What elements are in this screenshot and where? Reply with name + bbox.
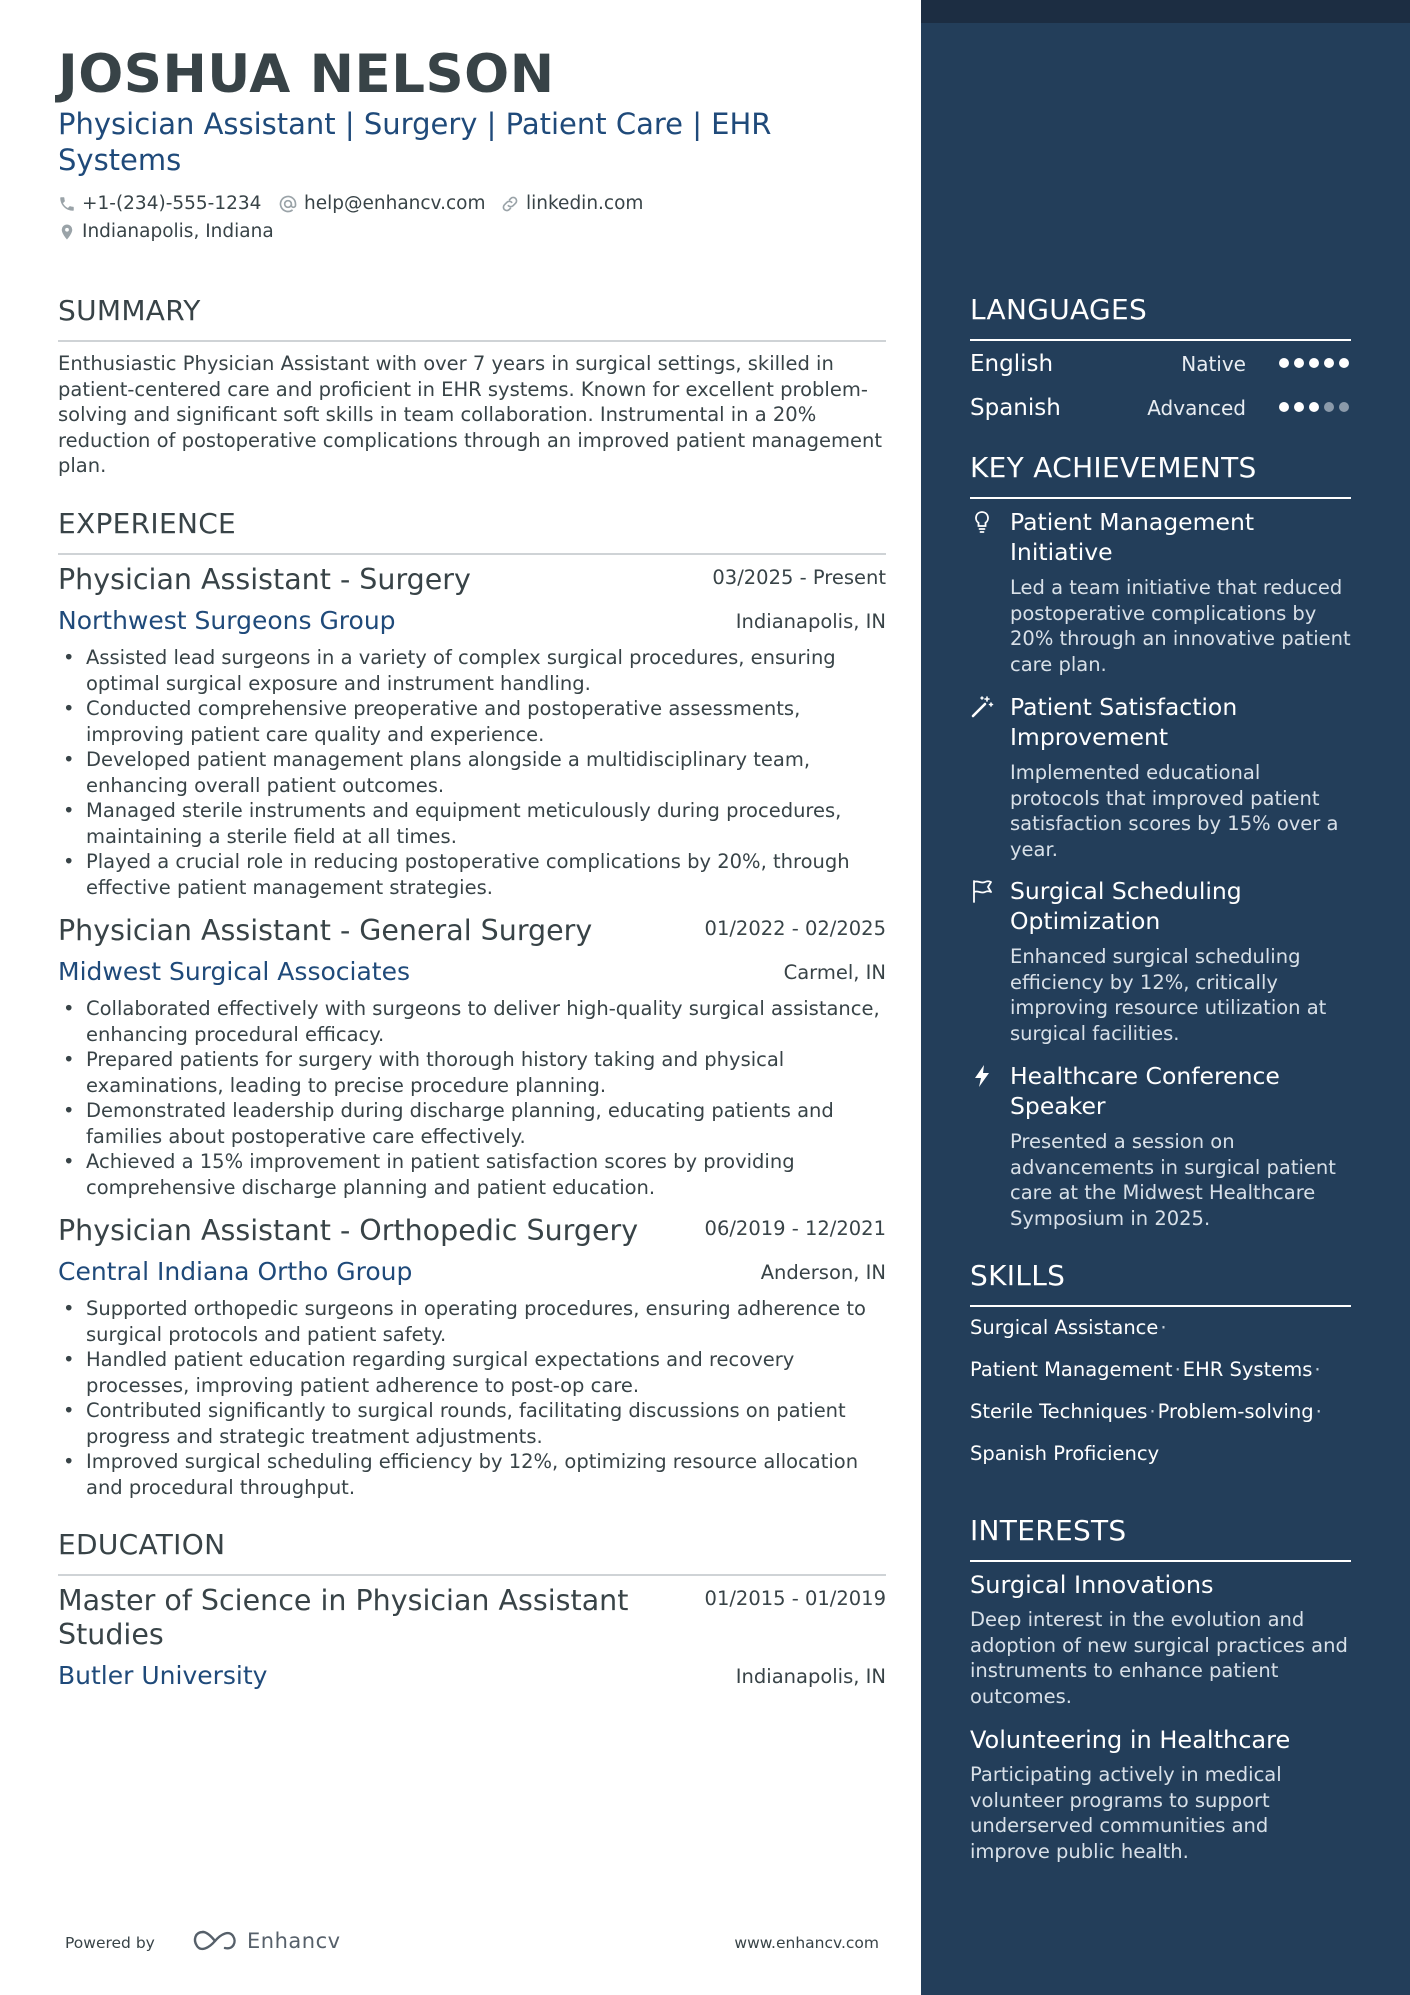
- bullet-item: • Supported orthopedic surgeons in operating procedures, ensuring adherence to surgical protocols and patient safety.: [58, 1296, 886, 1347]
- achievement-desc: Led a team initiative that reduced postoperative complications by 20% through an innovative patient care plan.: [1010, 576, 1351, 676]
- job-bullets: [58, 645, 886, 900]
- linkedin-text: linkedin.com: [526, 193, 644, 214]
- powered-by-label: Powered by: [65, 1934, 155, 1952]
- proficiency-dot-filled: [1309, 358, 1319, 368]
- interest-title: Volunteering in Healthcare: [970, 1726, 1291, 1754]
- bullet-item: • Conducted comprehensive preoperative and postoperative assessments, improving patient care quality and experience.: [58, 696, 886, 747]
- skills-line: [970, 1442, 1159, 1465]
- sidebar: [921, 0, 1410, 1995]
- language-name: Spanish: [970, 395, 1061, 421]
- achievement-title: Healthcare Conference Speaker: [1010, 1062, 1280, 1120]
- contact-phone[interactable]: [58, 193, 261, 214]
- enhancv-logo-icon: [191, 1928, 239, 1954]
- skill-separator: ·: [1314, 1358, 1321, 1381]
- job-location: Carmel, IN: [783, 961, 886, 984]
- job-location: Indianapolis, IN: [735, 610, 886, 633]
- enhancv-logo[interactable]: [191, 1928, 341, 1954]
- education-dates: 01/2015 - 01/2019: [704, 1587, 886, 1610]
- lightbulb-icon: [970, 509, 994, 535]
- contact-location: [58, 221, 274, 242]
- job-location: Anderson, IN: [760, 1261, 886, 1284]
- company-name: Central Indiana Ortho Group: [58, 1257, 413, 1286]
- experience-heading: EXPERIENCE: [58, 507, 886, 555]
- skill-tag: Sterile Techniques: [970, 1400, 1148, 1423]
- headline: Physician Assistant | Surgery | Patient Care | EHR Systems: [58, 107, 772, 177]
- skill-separator: ·: [1174, 1358, 1181, 1381]
- job-title: Physician Assistant - General Surgery: [58, 914, 593, 947]
- magic-wand-icon: [970, 694, 994, 720]
- logo-text: Enhancv: [247, 1929, 341, 1953]
- education-heading: EDUCATION: [58, 1528, 886, 1576]
- contact-linkedin[interactable]: [500, 193, 643, 214]
- contact-email[interactable]: [278, 193, 485, 214]
- website-link[interactable]: www.enhancv.com: [734, 1934, 879, 1952]
- summary-heading: SUMMARY: [58, 294, 886, 342]
- summary-text: Enthusiastic Physician Assistant with over 7 years in surgical settings, skilled in patient-centered care and proficient in EHR systems. Known for excellent problem-solving and significant soft skills in team collaboration. Instrumental in a 20% reduction of postoperative complications through an improved patient management plan.: [58, 352, 882, 477]
- skill-tag: Problem-solving: [1157, 1400, 1314, 1423]
- education-location: Indianapolis, IN: [735, 1665, 886, 1688]
- flag-icon: [970, 878, 994, 904]
- at-sign-icon: [278, 194, 298, 214]
- sidebar-top-bar: [921, 0, 1410, 23]
- achievement-desc: Presented a session on advancements in surgical patient care at the Midwest Healthcare Symposium in 2025.: [1010, 1130, 1336, 1230]
- email-text: help@enhancv.com: [304, 193, 486, 214]
- bullet-item: • Handled patient education regarding surgical expectations and recovery processes, improving patient adherence to post-op care.: [58, 1347, 886, 1398]
- language-level: Native: [1181, 352, 1246, 376]
- interest-desc: Deep interest in the evolution and adoption of new surgical practices and instruments to enhance patient outcomes.: [970, 1608, 1348, 1708]
- language-row: [970, 347, 1351, 381]
- skill-tag: Patient Management: [970, 1358, 1173, 1381]
- company-name: Midwest Surgical Associates: [58, 957, 410, 986]
- bullet-item: • Managed sterile instruments and equipment meticulously during procedures, maintaining a sterile field at all times.: [58, 798, 886, 849]
- degree-title: Master of Science in Physician Assistant Studies: [58, 1584, 629, 1651]
- bullet-item: • Assisted lead surgeons in a variety of complex surgical procedures, ensuring optimal surgical exposure and instrument handling.: [58, 645, 886, 696]
- skill-tag: Surgical Assistance: [970, 1316, 1159, 1339]
- job-title: Physician Assistant - Surgery: [58, 563, 471, 596]
- interest-desc: Participating actively in medical volunteer programs to support underserved communities and improve public health.: [970, 1763, 1282, 1863]
- school-name: Butler University: [58, 1661, 268, 1690]
- job-bullets: [58, 996, 886, 1200]
- location-text: Indianapolis, Indiana: [82, 221, 274, 242]
- proficiency-dot-filled: [1294, 358, 1304, 368]
- job-dates: 01/2022 - 02/2025: [704, 917, 886, 940]
- phone-icon: [58, 195, 76, 213]
- job-dates: 03/2025 - Present: [712, 566, 886, 589]
- skill-separator: ·: [1315, 1400, 1322, 1423]
- languages-heading: LANGUAGES: [970, 293, 1351, 341]
- job-title: Physician Assistant - Orthopedic Surgery: [58, 1214, 639, 1247]
- job-bullets: [58, 1296, 886, 1500]
- bullet-item: • Prepared patients for surgery with thorough history taking and physical examinations, leading to precise procedure planning.: [58, 1047, 886, 1098]
- link-icon: [500, 194, 520, 214]
- bullet-item: • Collaborated effectively with surgeons to deliver high-quality surgical assistance, enhancing procedural efficacy.: [58, 996, 886, 1047]
- bullet-item: • Improved surgical scheduling efficiency by 12%, optimizing resource allocation and procedural throughput.: [58, 1449, 886, 1500]
- bullet-item: • Demonstrated leadership during discharge planning, educating patients and families about postoperative care effectively.: [58, 1098, 886, 1149]
- achievement-title: Patient Satisfaction Improvement: [1010, 693, 1238, 751]
- skills-line: [970, 1400, 1324, 1423]
- bullet-item: • Developed patient management plans alongside a multidisciplinary team, enhancing overall patient outcomes.: [58, 747, 886, 798]
- proficiency-dot-filled: [1324, 358, 1334, 368]
- proficiency-dot-filled: [1339, 358, 1349, 368]
- proficiency-dot-filled: [1309, 402, 1319, 412]
- bullet-item: • Achieved a 15% improvement in patient satisfaction scores by providing comprehensive discharge planning and patient education.: [58, 1149, 886, 1200]
- candidate-name: JOSHUA NELSON: [58, 44, 555, 105]
- footer: [65, 1928, 879, 1962]
- proficiency-dot-filled: [1279, 402, 1289, 412]
- phone-text: +1-(234)-555-1234: [82, 193, 262, 214]
- achievement-title: Patient Management Initiative: [1010, 508, 1255, 566]
- interests-heading: INTERESTS: [970, 1514, 1351, 1562]
- skill-tag: EHR Systems: [1182, 1358, 1313, 1381]
- proficiency-dots: [1279, 358, 1349, 370]
- skills-heading: SKILLS: [970, 1259, 1351, 1307]
- language-level: Advanced: [1147, 396, 1246, 420]
- company-name: Northwest Surgeons Group: [58, 606, 396, 635]
- bullet-item: • Contributed significantly to surgical rounds, facilitating discussions on patient progress and strategic treatment adjustments.: [58, 1398, 886, 1449]
- language-name: English: [970, 351, 1054, 377]
- language-row: [970, 391, 1351, 425]
- lightning-bolt-icon: [970, 1063, 994, 1089]
- proficiency-dot-filled: [1279, 358, 1289, 368]
- skills-line: [970, 1316, 1169, 1339]
- achievement-desc: Enhanced surgical scheduling efficiency by 12%, critically improving resource utilization at surgical facilities.: [1010, 945, 1327, 1045]
- skills-line: [970, 1358, 1323, 1381]
- location-pin-icon: [58, 222, 76, 242]
- proficiency-dot-filled: [1294, 402, 1304, 412]
- bullet-item: • Played a crucial role in reducing postoperative complications by 20%, through effective patient management strategies.: [58, 849, 886, 900]
- proficiency-dot-empty: [1324, 402, 1334, 412]
- proficiency-dot-empty: [1339, 402, 1349, 412]
- proficiency-dots: [1279, 402, 1349, 414]
- achievements-heading: KEY ACHIEVEMENTS: [970, 451, 1351, 499]
- achievement-desc: Implemented educational protocols that improved patient satisfaction scores by 15% over a year.: [1010, 761, 1339, 861]
- job-dates: 06/2019 - 12/2021: [704, 1217, 886, 1240]
- interest-title: Surgical Innovations: [970, 1571, 1214, 1599]
- achievement-title: Surgical Scheduling Optimization: [1010, 877, 1242, 935]
- skill-tag: Spanish Proficiency: [970, 1442, 1160, 1465]
- skill-separator: ·: [1149, 1400, 1156, 1423]
- skill-separator: ·: [1160, 1316, 1167, 1339]
